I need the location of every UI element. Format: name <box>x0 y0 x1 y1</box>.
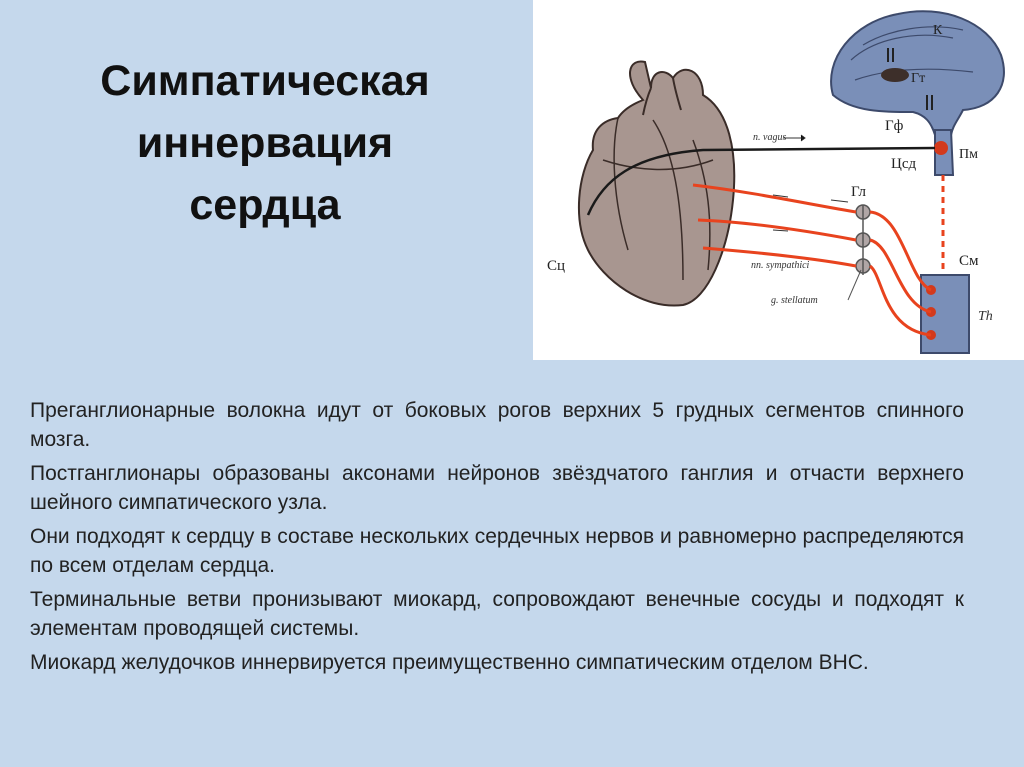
slide-title <box>20 50 510 236</box>
label-th: Th <box>978 309 993 324</box>
label-sympathici: nn. sympathici <box>751 260 810 271</box>
paragraph-3: Они подходят к сердцу в составе нескольких сердечных нервов и равномерно распределяются по всем отделам сердца. <box>30 525 964 577</box>
label-vagus: n. vagus <box>753 132 787 143</box>
label-pm: Пм <box>959 147 978 162</box>
title-line-1: Симпатическая <box>100 57 430 105</box>
label-sm: См <box>959 253 979 269</box>
label-gl: Гл <box>851 184 867 200</box>
label-sts: Сц <box>547 258 566 274</box>
heart-illustration <box>579 61 734 305</box>
body-text <box>30 396 964 682</box>
paragraph-5: Миокард желудочков иннервируется преимущественно симпатическим отделом ВНС. <box>30 651 869 674</box>
title-line-2: иннервация <box>136 119 394 167</box>
paragraph-2: Постганглионары образованы аксонами нейронов звёздчатого ганглия и отчасти верхнего шейного симпатического узла. <box>30 462 964 514</box>
paragraph-1: Преганглионарные волокна идут от боковых рогов верхних 5 грудных сегментов спинного мозга. <box>30 399 964 451</box>
innervation-diagram <box>533 0 1024 360</box>
diagram-svg <box>533 0 1024 360</box>
label-k: К <box>933 23 943 38</box>
title-line-3: сердца <box>189 181 341 229</box>
label-gf: Гф <box>885 118 904 134</box>
hypothalamus-nucleus <box>881 68 909 82</box>
label-stellatum: g. stellatum <box>771 295 818 306</box>
paragraph-4: Терминальные ветви пронизывают миокард, сопровождают венечные сосуды и подходят к элементам проводящей системы. <box>30 588 964 640</box>
label-gt: Гт <box>911 71 926 86</box>
label-tssd: Цсд <box>891 156 917 172</box>
